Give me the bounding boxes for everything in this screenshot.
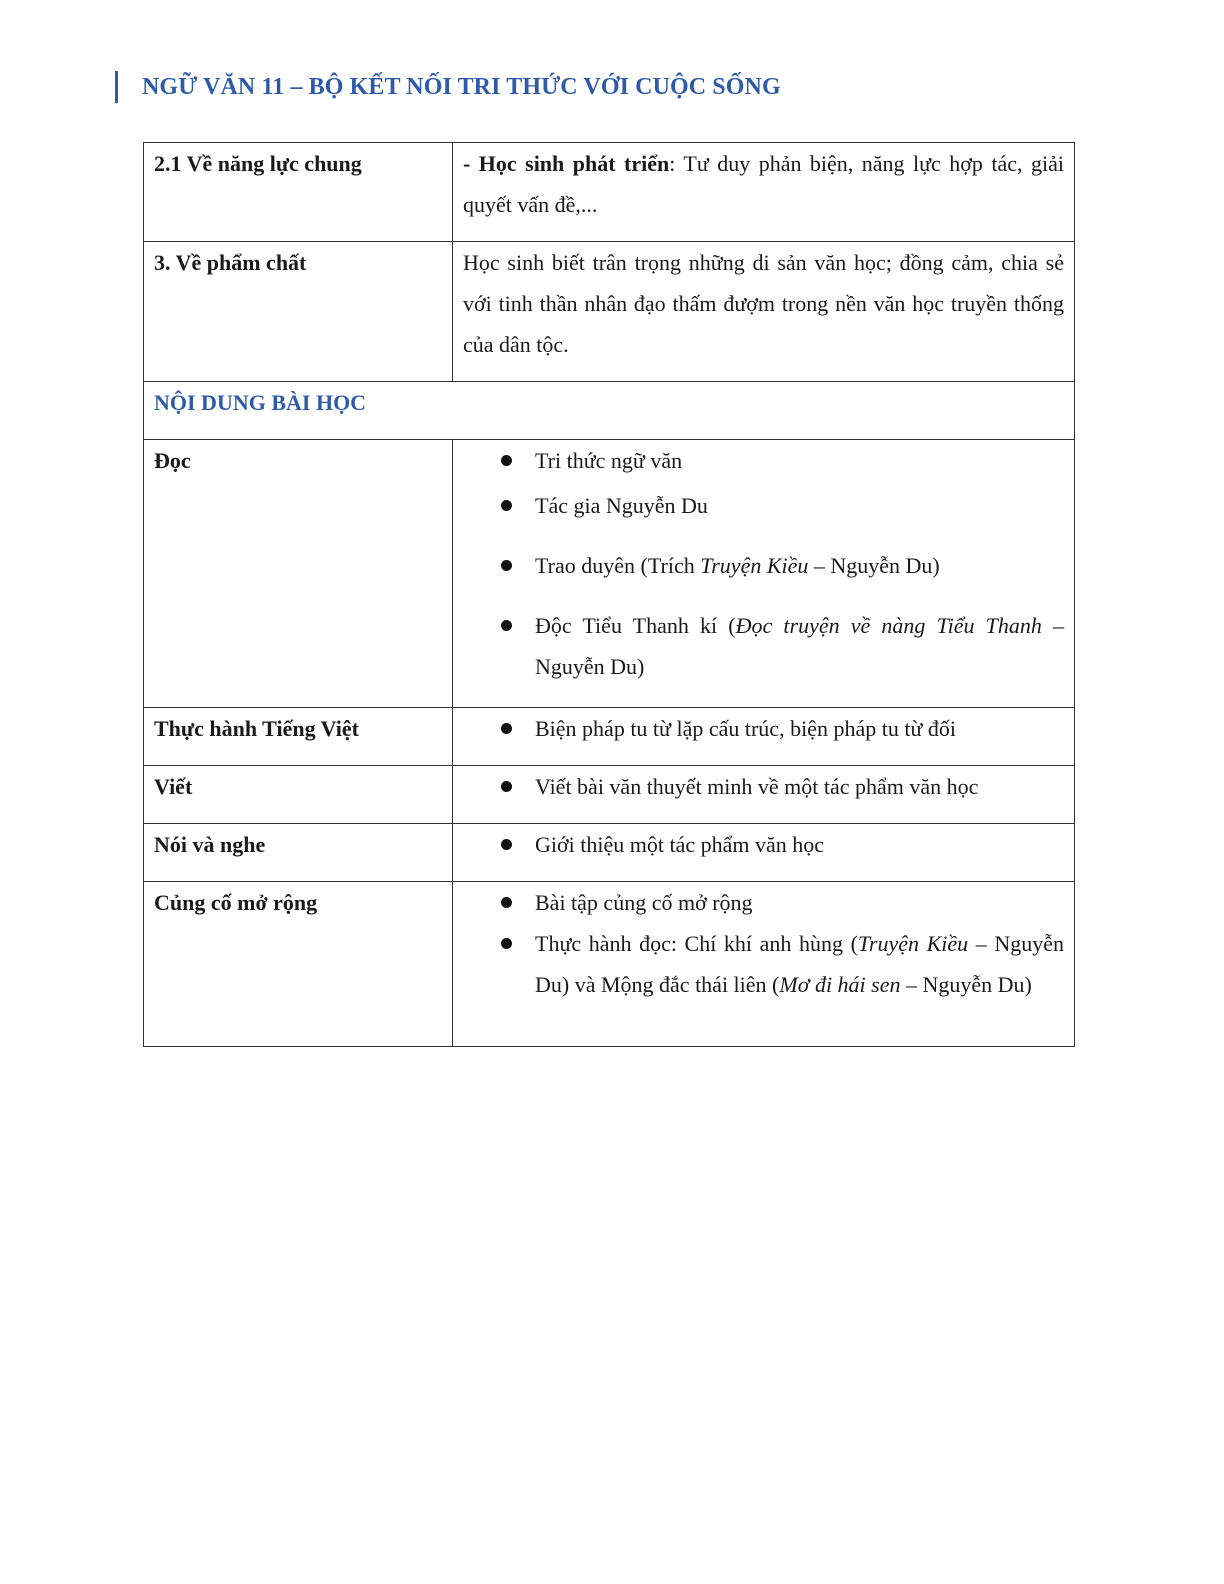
row-content — [453, 766, 1075, 824]
row-writing — [144, 766, 1075, 824]
list-item-text: Viết bài văn thuyết minh về một tác phẩm văn học — [535, 774, 979, 799]
list-item-text: Giới thiệu một tác phẩm văn học — [535, 832, 825, 857]
work-title: Mơ đi hái sen — [779, 972, 901, 997]
section-title: NỘI DUNG BÀI HỌC — [144, 382, 1075, 440]
bullet-icon — [501, 455, 512, 466]
bullet-icon — [501, 781, 512, 792]
bullet-list — [463, 882, 1064, 1005]
row-reinforcement — [144, 882, 1075, 1047]
list-item-text: – Nguyễn Du) — [808, 553, 940, 578]
list-item — [535, 824, 1064, 865]
row-content: Học sinh biết trân trọng những di sản văn học; đồng cảm, chia sẻ với tinh thần nhân đạo thấm đượm trong nền văn học truyền thống của dân tộc. — [453, 242, 1075, 382]
row-label: Nói và nghe — [144, 824, 453, 882]
list-item-text: Trao duyên (Trích — [535, 553, 701, 578]
list-item-text: – Nguyễn Du) và Mộng đắc thái liên ( — [535, 931, 1065, 997]
work-title: Truyện Kiều — [700, 553, 809, 578]
bullet-icon — [501, 620, 512, 631]
bullet-icon — [501, 500, 512, 511]
row-label: Viết — [144, 766, 453, 824]
row-content — [453, 143, 1075, 242]
bullet-list — [463, 440, 1064, 687]
page-header — [115, 70, 781, 104]
row-content — [453, 440, 1075, 708]
row-content — [453, 708, 1075, 766]
row-label: Đọc — [144, 440, 453, 708]
bullet-icon — [501, 723, 512, 734]
work-title: Đọc truyện về nàng Tiểu Thanh — [735, 613, 1042, 638]
list-item — [535, 605, 1064, 687]
lesson-table — [143, 142, 1075, 1047]
content-text: : Tư duy phản biện, năng lực hợp tác, giải quyết vấn đề,... — [463, 151, 1064, 217]
header-title: NGỮ VĂN 11 – BỘ KẾT NỐI TRI THỨC VỚI CUỘC SỐNG — [142, 73, 781, 100]
row-vietnamese-practice — [144, 708, 1075, 766]
row-label: Củng cố mở rộng — [144, 882, 453, 1047]
list-item — [535, 923, 1064, 1005]
row-content — [453, 824, 1075, 882]
list-item — [535, 440, 1064, 481]
row-content — [453, 882, 1075, 1047]
row-qualities — [144, 242, 1075, 382]
list-item-text: Tác gia Nguyễn Du — [535, 493, 708, 518]
bullet-list — [463, 824, 1064, 865]
bullet-icon — [501, 560, 512, 571]
list-item — [535, 708, 1064, 749]
row-label: 2.1 Về năng lực chung — [144, 143, 453, 242]
bullet-list — [463, 766, 1064, 807]
header-accent-bar — [115, 71, 118, 103]
row-reading — [144, 440, 1075, 708]
list-item-text: Thực hành đọc: Chí khí anh hùng ( — [535, 931, 858, 956]
row-general-competence — [144, 143, 1075, 242]
bullet-list — [463, 708, 1064, 749]
bullet-icon — [501, 839, 512, 850]
work-title: Truyện Kiều — [857, 931, 969, 956]
row-speaking-listening — [144, 824, 1075, 882]
content-lead: - Học sinh phát triển — [463, 151, 670, 176]
list-item — [535, 485, 1064, 526]
row-label: 3. Về phẩm chất — [144, 242, 453, 382]
list-item-text: Biện pháp tu từ lặp cấu trúc, biện pháp tu từ đối — [535, 716, 956, 741]
row-section-title — [144, 382, 1075, 440]
list-item — [535, 882, 1064, 923]
list-item-text: – Nguyễn Du) — [535, 613, 1065, 679]
row-label: Thực hành Tiếng Việt — [144, 708, 453, 766]
list-item-text: Bài tập củng cố mở rộng — [535, 890, 753, 915]
bullet-icon — [501, 938, 512, 949]
list-item — [535, 545, 1064, 586]
list-item — [535, 766, 1064, 807]
list-item-text: – Nguyễn Du) — [900, 972, 1032, 997]
list-item-text: Tri thức ngữ văn — [535, 448, 683, 473]
list-item-text: Độc Tiểu Thanh kí ( — [535, 613, 736, 638]
bullet-icon — [501, 897, 512, 908]
